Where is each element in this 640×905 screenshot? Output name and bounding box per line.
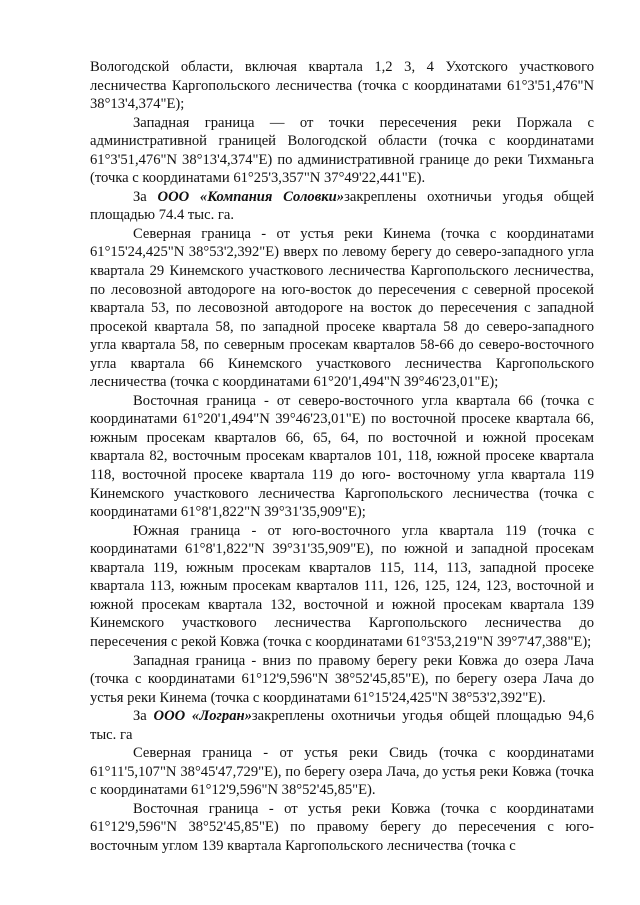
paragraph-eastern-boundary-2: Восточная граница - от устья реки Ковжа (точка с координатами 61°12'9,596"N 38°52'45,85"E) по правому берегу до пересечения с юго-восточным углом 139 квартала Каргопольского лесничества (точка с (90, 800, 594, 854)
paragraph-western-boundary-2: Западная граница - вниз по правому берегу реки Ковжа до озера Лача (точка с координатами 61°12'9,596"N 38°52'45,85"E), по берегу озера Лача до устья реки Кинема (точка с координатами 61°15'24,425"N 38°53'2,392"E). (90, 652, 594, 706)
paragraph-tail: закреплены охотничьи угодья общей площадью 74.4 тыс. га. (90, 188, 595, 224)
paragraph-southern-boundary-1: Южная граница - от юго-восточного угла квартала 119 (точка с координатами 61°8'1,822"N 39°31'35,909"E), по южной и западной просекам квартала 119, южным просекам кварталов 115, 114, 113, западной просеке квартала 113, южным просекам кварталов 111, 126, 125, 124, 123, восточной и южной просекам квартала 132, восточной и южной просекам квартала 139 Кинемского участкового лесничества Каргопольского лесничества до пересечения с рекой Ковжа (точка с координатами 61°3'53,219"N 39°7'47,388"E); (90, 522, 594, 650)
paragraph-lead: За (133, 188, 158, 205)
organization-name-logran: ООО «Логран» (153, 708, 252, 725)
paragraph-northern-boundary-2: Северная граница - от устья реки Свидь (точка с координатами 61°11'5,107"N 38°45'47,729"E), по берегу озера Лача, до устья реки Ковжа (точка с координатами 61°12'9,596"N 38°52'45,85"E). (90, 745, 594, 799)
organization-name-solovki: ООО «Компания Соловки» (157, 188, 345, 205)
paragraph-tail: закреплены охотничьи угодья общей площадью 94,6 тыс. га (90, 708, 594, 743)
paragraph-lead: За (133, 708, 154, 725)
paragraph-eastern-boundary-1: Восточная граница - от северо-восточного угла квартала 66 (точка с координатами 61°20'1,494"N 39°46'23,01"E) по восточной просеке квартала 66, южным просекам кварталов 66, 65, 64, по восточной и южной просекам квартала 82, восточным просекам кварталов 101, 118, южной просеке квартала 118, восточной просеке квартала 119 до юго- восточному угла квартала 119 Кинемского участкового лесничества Каргопольского лесничества (точка с координатами 61°8'1,822"N 39°31'35,909"E); (90, 392, 594, 521)
paragraph-logran-heading (90, 707, 594, 744)
paragraph-northern-boundary-1: Северная граница - от устья реки Кинема (точка с координатами 61°15'24,425"N 38°53'2,392"E) вверх по левому берегу до северо-западного угла квартала 29 Кинемского участкового лесничества Каргопольского лесничества, по лесовозной автодороге на юго-восток до пересечения с северной просекой квартала 53, по лесовозной автодороге на восток до пересечения с западной просекой квартала 58, по западной просеке квартала 58 до северо-западного угла квартала 58, по северным просекам кварталов 58-66 до северо-восточного угла квартала 66 Кинемского участкового лесничества Каргопольского лесничества (точка с координатами 61°20'1,494"N 39°46'23,01"E); (90, 225, 594, 391)
paragraph-solovki-heading (90, 188, 594, 225)
paragraph-western-boundary-1: Западная граница — от точки пересечения реки Поржала с административной границей Вологодской области (точка с координатами 61°3'51,476"N 38°13'4,374"E) по административной границе до реки Тихманьга (точка с координатами 61°25'3,357"N 37°49'22,441"E). (90, 114, 594, 187)
paragraph-vologda-continuation: Вологодской области, включая квартала 1,2 3, 4 Ухотского участкового лесничества Каргопольского лесничества (точка с координатами 61°3'51,476"N 38°13'4,374"E); (90, 59, 594, 113)
